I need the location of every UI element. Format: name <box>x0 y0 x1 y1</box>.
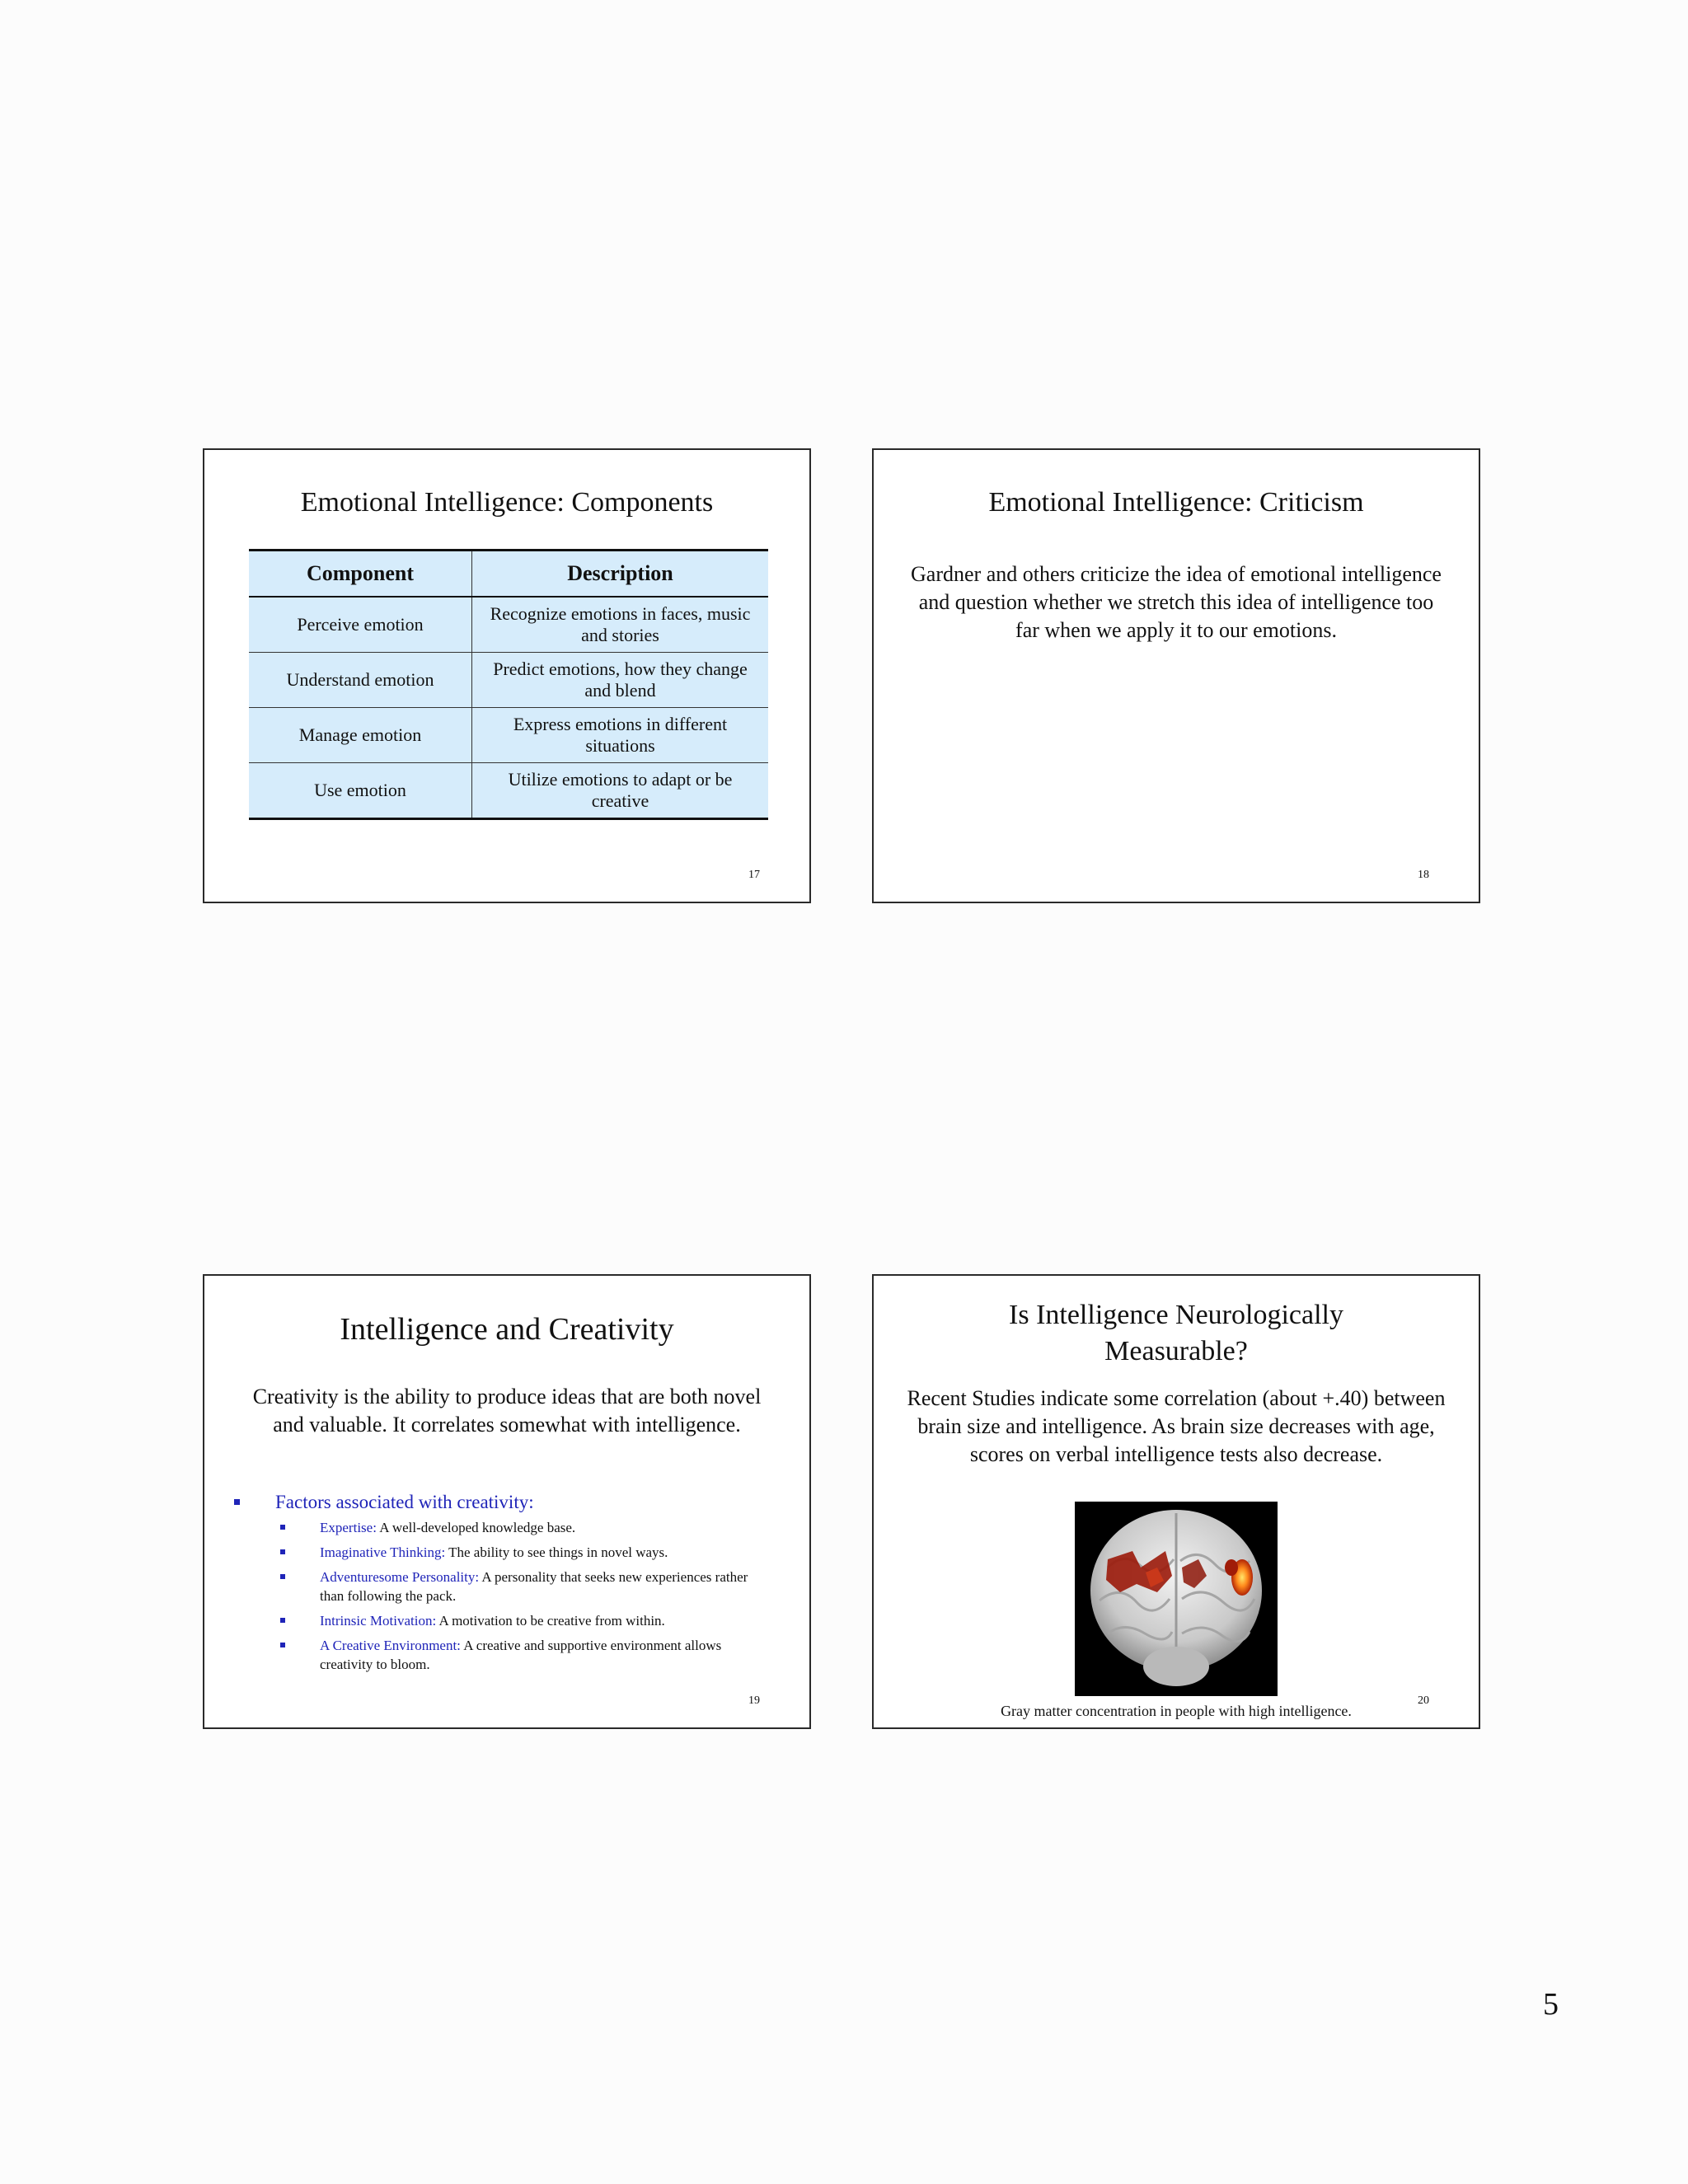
table-cell: Understand emotion <box>249 653 472 708</box>
factor-term: Adventuresome Personality: <box>320 1569 480 1585</box>
slide-19 <box>203 1274 811 1729</box>
list-item <box>234 1543 762 1562</box>
bullet-square-icon <box>280 1643 285 1647</box>
factor-term: A Creative Environment: <box>320 1638 461 1653</box>
slide-body: Creativity is the ability to produce ideas that are both novel and valuable. It correlates somewhat with intelligence. <box>252 1385 762 1436</box>
slide-number: 18 <box>1418 869 1429 881</box>
table-cell: Recognize emotions in faces, music and stories <box>472 597 769 653</box>
table-cell: Express emotions in different situations <box>472 708 769 763</box>
table-header-row <box>249 551 768 598</box>
column-header: Component <box>249 551 472 598</box>
image-caption: Gray matter concentration in people with high intelligence. <box>1001 1703 1352 1719</box>
slide-20 <box>872 1274 1480 1729</box>
brain-image <box>1075 1502 1278 1696</box>
bullet-square-icon <box>280 1525 285 1530</box>
table-cell: Perceive emotion <box>249 597 472 653</box>
table-cell: Manage emotion <box>249 708 472 763</box>
bullet-square-icon <box>234 1499 240 1505</box>
list-item <box>234 1611 762 1630</box>
table-row <box>249 653 768 708</box>
bullet-square-icon <box>280 1574 285 1579</box>
table-row <box>249 597 768 653</box>
slide-17 <box>203 448 811 903</box>
slide-title: Intelligence and Creativity <box>340 1312 674 1347</box>
bullet-square-icon <box>280 1618 285 1623</box>
factors-heading-text: Factors associated with creativity: <box>275 1492 534 1512</box>
bullet-square-icon <box>280 1549 285 1554</box>
factors-list <box>234 1518 762 1674</box>
factor-text: The ability to see things in novel ways. <box>445 1544 668 1560</box>
factor-text: A well-developed knowledge base. <box>376 1520 576 1535</box>
column-header: Description <box>472 551 769 598</box>
slide-title: Is Intelligence Neurologically Measurable? <box>1009 1300 1343 1366</box>
slide-number: 17 <box>748 869 760 881</box>
slide-title: Emotional Intelligence: Components <box>300 487 714 518</box>
table-row <box>249 763 768 819</box>
slide-number: 20 <box>1418 1694 1429 1707</box>
factor-term: Expertise: <box>320 1520 377 1535</box>
brain-scan-illustration <box>1075 1502 1278 1696</box>
components-table <box>249 549 768 820</box>
list-item <box>234 1568 762 1605</box>
list-item <box>234 1518 762 1537</box>
factor-term: Intrinsic Motivation: <box>320 1613 437 1629</box>
slide-18 <box>872 448 1480 903</box>
list-item <box>234 1636 762 1674</box>
page-number: 5 <box>1543 1987 1559 2022</box>
table-row <box>249 708 768 763</box>
factor-text: A motivation to be creative from within. <box>436 1613 665 1629</box>
slide-title: Emotional Intelligence: Criticism <box>988 487 1364 518</box>
creativity-factors <box>234 1490 762 1680</box>
table-cell: Utilize emotions to adapt or be creative <box>472 763 769 819</box>
slide-body: Gardner and others criticize the idea of emotional intelligence and question whether we stretch this idea of intelligence too far when we apply it to our emotions. <box>911 562 1442 642</box>
slide-number: 19 <box>748 1694 760 1707</box>
factor-text: A creative and supportive environment allows creativity to bloom. <box>320 1638 722 1672</box>
slide-body: Recent Studies indicate some correlation (about +.40) between brain size and intelligence. As brain size decreases with age, scores on verbal intelligence tests also decrease. <box>907 1386 1446 1466</box>
factor-text: A personality that seeks new experiences rather than following the pack. <box>320 1569 748 1604</box>
table-cell: Predict emotions, how they change and blend <box>472 653 769 708</box>
factor-term: Imaginative Thinking: <box>320 1544 446 1560</box>
factors-heading <box>234 1490 762 1515</box>
table-cell: Use emotion <box>249 763 472 819</box>
